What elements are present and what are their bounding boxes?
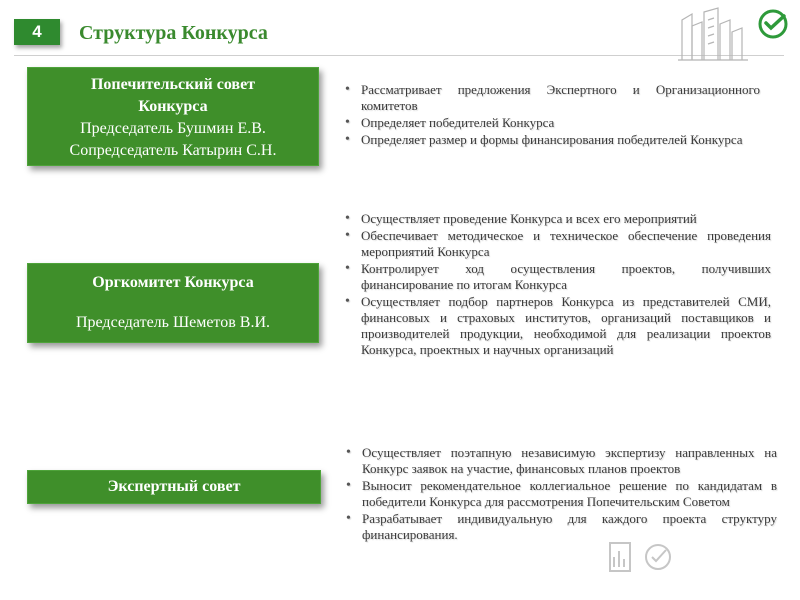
sberbank-watermark-icon	[608, 537, 680, 589]
duty-item: • Определяет победителей Конкурса	[341, 115, 760, 131]
duty-item: • Контролирует ход осуществления проектов, получивших финансирование по итогам Конкурса	[341, 261, 771, 293]
slide-number-badge: 4	[14, 19, 60, 45]
trustee-council-box	[27, 67, 319, 166]
sberbank-logo-icon	[757, 8, 789, 40]
duty-item: • Выносит рекомендательное коллегиальное решение по кандидатам в победители Конкурса для рассмотрения Попечительским Советом	[342, 478, 777, 510]
header-divider	[14, 55, 784, 56]
expert-council-title: Экспертный совет	[107, 478, 241, 495]
trustee-council-title-line1: Попечительский совет	[90, 76, 256, 93]
duty-item: • Рассматривает предложения Экспертного и Организационного комитетов	[341, 82, 760, 114]
trustee-council-chairman: Председатель Бушмин Е.В.	[80, 120, 266, 137]
duty-item: • Обеспечивает методическое и техническое обеспечение проведения мероприятий Конкурса	[341, 228, 771, 260]
org-committee-title: Оргкомитет Конкурса	[92, 274, 254, 291]
buildings-sketch-icon	[678, 6, 750, 62]
trustee-council-cochairman: Сопредседатель Катырин С.Н.	[69, 142, 277, 159]
duty-item: • Осуществляет проведение Конкурса и всех его мероприятий	[341, 211, 771, 227]
trustee-council-duties	[341, 82, 760, 149]
org-committee-chairman: Председатель Шеметов В.И.	[75, 314, 270, 331]
org-committee-box	[27, 263, 319, 343]
duty-item: • Определяет размер и формы финансирования победителей Конкурса	[341, 132, 760, 148]
duty-item: • Разрабатывает индивидуальную для каждого проекта структуру финансирования.	[342, 511, 777, 543]
org-committee-duties	[341, 211, 771, 359]
expert-council-duties	[342, 445, 777, 544]
expert-council-box	[27, 470, 321, 504]
trustee-council-title-line2: Конкурса	[138, 98, 208, 115]
slide-title: Структура Конкурса	[79, 22, 268, 44]
duty-item: • Осуществляет подбор партнеров Конкурса из представителей СМИ, финансовых и страховых институтов, организаций поставщиков и производителей продукции, необходимой для реализации проектов Конкурса, проектных и научных организаций	[341, 294, 771, 358]
duty-item: • Осуществляет поэтапную независимую экспертизу направленных на Конкурс заявок на участие, финансовых планов проектов	[342, 445, 777, 477]
